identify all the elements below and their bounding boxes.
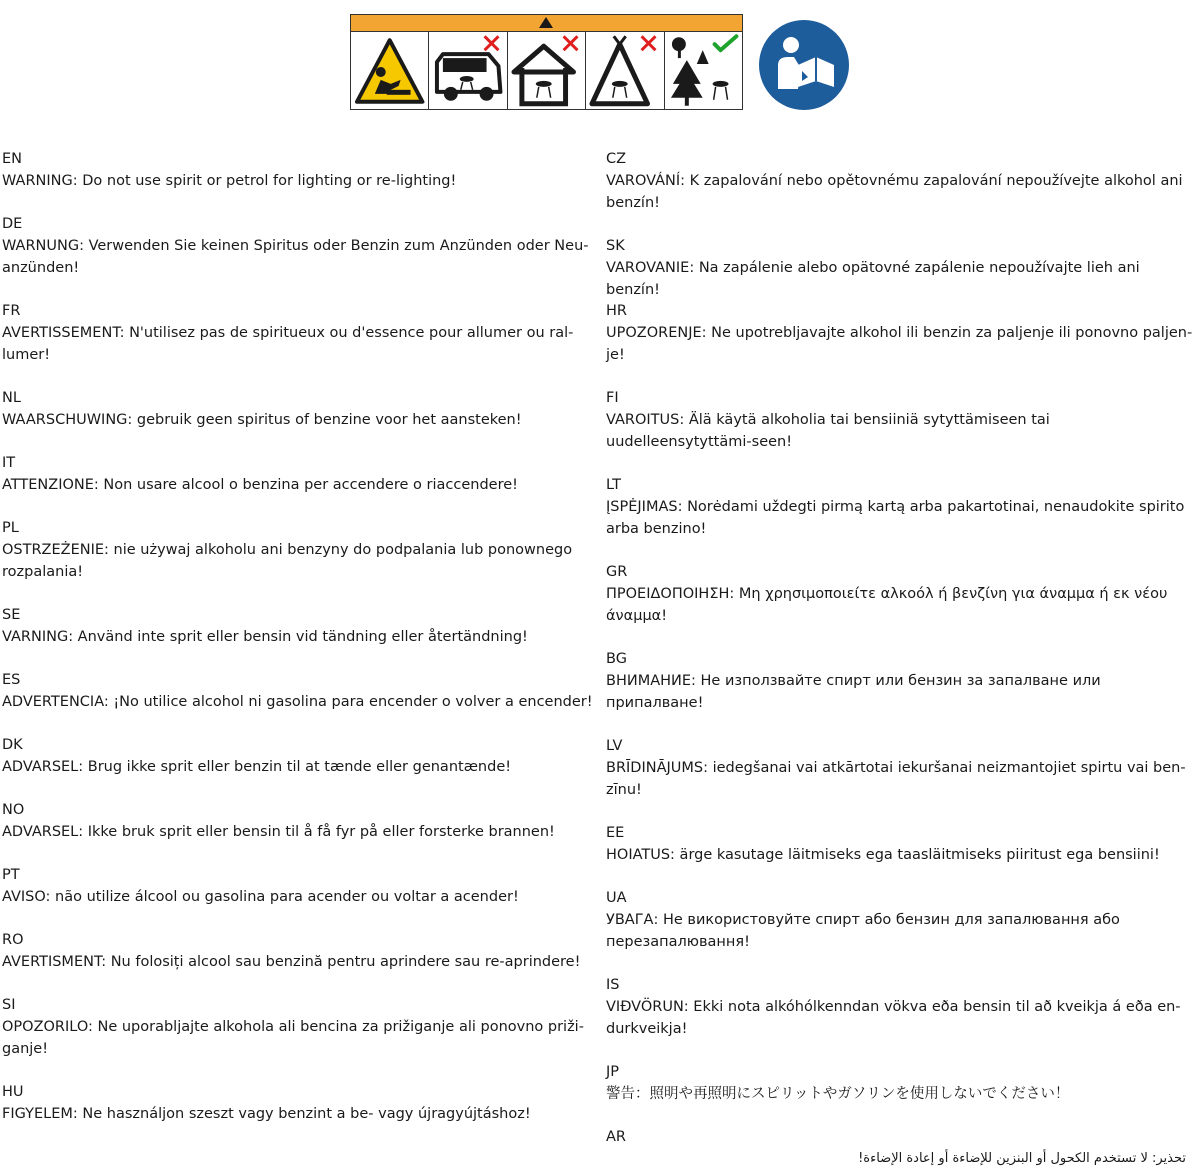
language-code: CZ <box>606 151 627 167</box>
language-code: DK <box>2 737 23 753</box>
warning-entry-se <box>2 604 596 669</box>
warning-entry-cz <box>606 148 1198 235</box>
language-code: SE <box>2 607 21 623</box>
language-code: RO <box>2 932 24 948</box>
warning-text: УВАГА: Не використовуйте спирт або бензин для запалювання або перезапалювання! <box>606 912 1120 950</box>
language-code: IS <box>606 977 620 993</box>
outdoor-ok-icon <box>665 32 742 110</box>
language-code: DE <box>2 216 23 232</box>
warning-entry-es <box>2 669 596 734</box>
warning-entry-sk <box>606 235 1198 300</box>
language-code: LT <box>606 477 621 493</box>
warning-text: ADVARSEL: Brug ikke sprit eller benzin til at tænde eller genantænde! <box>2 759 512 775</box>
warning-text: OSTRZEŻENIE: nie używaj alkoholu ani benzyny do podpalania lub ponownego rozpalania! <box>2 542 573 580</box>
warning-text: WARNING: Do not use spirit or petrol for lighting or re-lighting! <box>2 173 457 189</box>
warning-entry-nl <box>2 387 596 452</box>
language-code: EE <box>606 825 625 841</box>
language-code: JP <box>606 1064 620 1080</box>
warning-entry-it <box>2 452 596 517</box>
warning-text: 警告：照明や再照明にスピリットやガソリンを使用しないでください！ <box>606 1086 1070 1102</box>
language-code: EN <box>2 151 23 167</box>
language-code: HR <box>606 303 627 319</box>
warning-text: VARNING: Använd inte sprit eller bensin vid tändning eller återtändning! <box>2 629 528 645</box>
warning-text: ADVARSEL: Ikke bruk sprit eller bensin til å få fyr på eller forsterke brannen! <box>2 824 555 840</box>
language-code: PT <box>2 867 20 883</box>
warning-entry-bg <box>606 648 1198 735</box>
small-warning-triangle-icon <box>539 17 553 28</box>
warning-text: FIGYELEM: Ne használjon szeszt vagy benzint a be- vagy újragyújtáshoz! <box>2 1106 531 1122</box>
warning-entry-fi <box>606 387 1198 474</box>
warning-entry-fr <box>2 300 596 387</box>
no-tent-icon <box>586 32 664 110</box>
language-code: ES <box>2 672 21 688</box>
warning-entry-ua <box>606 887 1198 974</box>
warning-text: OPOZORILO: Ne uporabljajte alkohola ali bencina za prižiganje ali ponovno priži-ganje! <box>2 1019 584 1057</box>
warning-entry-ee <box>606 822 1198 887</box>
warning-text: ATTENZIONE: Non usare alcool o benzina per accendere o riaccendere! <box>2 477 518 493</box>
warning-entry-lv <box>606 735 1198 822</box>
warning-text: UPOZORENJE: Ne upotrebljavajte alkohol ili benzin za paljenje ili ponovno paljen-je! <box>606 325 1193 363</box>
language-code: GR <box>606 564 628 580</box>
warning-text: BRĪDINĀJUMS: iedegšanai vai atkārtotai iekuršanai neizmantojiet spirtu vai ben-zīnu! <box>606 760 1186 798</box>
language-code: NL <box>2 390 21 406</box>
language-code: SK <box>606 238 625 254</box>
warning-text: AVERTISMENT: Nu folosiți alcool sau benzină pentru aprindere sau re-aprindere! <box>2 954 581 970</box>
warning-entry-lt <box>606 474 1198 561</box>
language-code: PL <box>2 520 19 536</box>
warning-text: VIÐVÖRUN: Ekki nota alkóhólkenndan vökva eða bensin til að kveikja á eða en-durkveikja! <box>606 999 1181 1037</box>
warning-entry-no <box>2 799 596 864</box>
warning-text: ĮSPĖJIMAS: Norėdami uždegti pirmą kartą arba pakartotinai, nenaudokite spirito arba benzino! <box>606 499 1185 537</box>
warning-text: ΠΡΟΕΙΔΟΠΟΙΗΣΗ: Μη χρησιμοποιείτε αλκοόλ ή βενζίνη για άναμμα ή εκ νέου άναμμα! <box>606 586 1168 624</box>
warning-text: WARNUNG: Verwenden Sie keinen Spiritus oder Benzin zum Anzünden oder Neu-anzünden! <box>2 238 589 276</box>
warning-entry-dk <box>2 734 596 799</box>
warning-text: AVISO: não utilize álcool ou gasolina para acender ou voltar a acender! <box>2 889 519 905</box>
language-code: LV <box>606 738 623 754</box>
language-code: HU <box>2 1084 24 1100</box>
language-code: UA <box>606 890 627 906</box>
warning-person-icon <box>351 32 429 110</box>
warning-entry-hr <box>606 300 1198 387</box>
warning-strip-bar <box>351 15 742 32</box>
warnings-right-column <box>606 148 1198 1176</box>
no-vehicle-icon <box>429 32 507 110</box>
read-manual-icon <box>758 19 850 111</box>
warning-entry-de <box>2 213 596 300</box>
warning-entry-si <box>2 994 596 1081</box>
warning-entry-jp <box>606 1061 1198 1126</box>
warning-pictogram-strip <box>350 14 743 110</box>
language-code: IT <box>2 455 16 471</box>
warning-entry-pl <box>2 517 596 604</box>
warning-text: VAROVÁNÍ: K zapalování nebo opětovnému zapalování nepoužívejte alkohol ani benzín! <box>606 173 1183 211</box>
warning-entry-is <box>606 974 1198 1061</box>
warning-text: ADVERTENCIA: ¡No utilice alcohol ni gasolina para encender o volver a encender! <box>2 694 593 710</box>
warning-text: HOIATUS: ärge kasutage läitmiseks ega taasläitmiseks piiritust ega bensiini! <box>606 847 1160 863</box>
warning-text: AVERTISSEMENT: N'utilisez pas de spiritueux ou d'essence pour allumer ou ral-lumer! <box>2 325 574 363</box>
warning-text: VAROVANIE: Na zapálenie alebo opätovné zapálenie nepoužívajte lieh ani benzín! <box>606 260 1140 298</box>
language-code: SI <box>2 997 16 1013</box>
warning-text: WAARSCHUWING: gebruik geen spiritus of benzine voor het aansteken! <box>2 412 522 428</box>
pictogram-header <box>0 14 1200 114</box>
warning-text: ВНИМАНИЕ: Не използвайте спирт или бензин за запалване или припалване! <box>606 673 1101 711</box>
warning-text: VAROITUS: Älä käytä alkoholia tai bensiiniä sytyttämiseen tai uudelleensytyttämi-seen! <box>606 412 1050 450</box>
warning-entry-gr <box>606 561 1198 648</box>
warning-entry-hu <box>2 1081 596 1146</box>
language-code: AR <box>606 1129 626 1145</box>
warning-text: تحذير: لا تستخدم الكحول أو البنزين للإضاءة أو إعادة الإضاءة! <box>858 1151 1186 1166</box>
language-code: FR <box>2 303 21 319</box>
warning-entry-ro <box>2 929 596 994</box>
language-code: BG <box>606 651 627 667</box>
warning-entry-en <box>2 148 596 213</box>
warning-entry-pt <box>2 864 596 929</box>
warning-entry-ar <box>606 1126 1198 1176</box>
language-code: FI <box>606 390 619 406</box>
warnings-left-column <box>2 148 596 1146</box>
language-code: NO <box>2 802 25 818</box>
no-house-icon <box>508 32 586 110</box>
